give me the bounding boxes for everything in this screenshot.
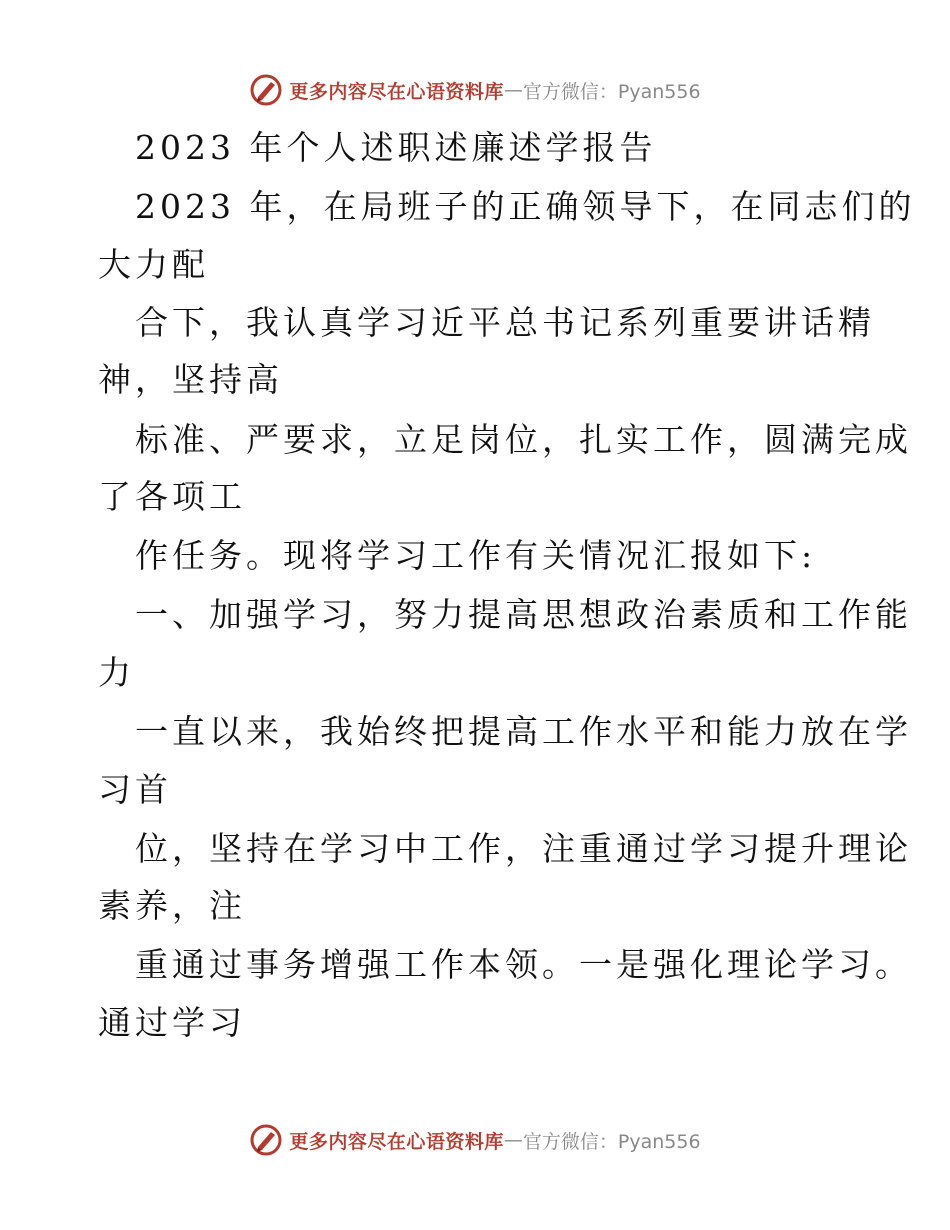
banner-dash: — [503, 79, 523, 101]
text-line: 标准、严要求，立足岗位，扎实工作，圆满完成 [135, 420, 912, 459]
footer-banner [0, 1120, 950, 1160]
text-line: 作任务。现将学习工作有关情况汇报如下: [135, 536, 817, 575]
text-line: 一、加强学习，努力提高思想政治素质和工作能 [135, 595, 912, 634]
text-line: 了各项工 [98, 477, 246, 516]
document-title: 2023 年个人述职述廉述学报告 [135, 128, 657, 167]
text-line: 习首 [98, 770, 172, 809]
text-line: 通过学习 [98, 1003, 246, 1042]
banner-dash: — [503, 1129, 523, 1151]
banner-main-text: 更多内容尽在心语资料库 [289, 80, 504, 103]
text-line: 素养，注 [98, 886, 246, 925]
text-line: 重通过事务增强工作本领。一是强化理论学习。 [135, 945, 912, 984]
banner-contact-text: 官方微信：Pyan556 [522, 80, 701, 103]
text-line: 位，坚持在学习中工作，注重通过学习提升理论 [135, 829, 912, 868]
text-line: 一直以来，我始终把提高工作水平和能力放在学 [135, 712, 912, 751]
text-line: 大力配 [98, 245, 209, 284]
text-line: 力 [98, 653, 135, 692]
text-line: 2023 年，在局班子的正确领导下，在同志们的 [135, 187, 916, 226]
banner-main-text: 更多内容尽在心语资料库 [289, 1130, 504, 1153]
banner-contact-text: 官方微信：Pyan556 [522, 1130, 701, 1153]
text-line: 神，坚持高 [98, 360, 283, 399]
text-line: 合下，我认真学习近平总书记系列重要讲话精 [135, 303, 875, 342]
pen-logo-icon [249, 1123, 283, 1157]
